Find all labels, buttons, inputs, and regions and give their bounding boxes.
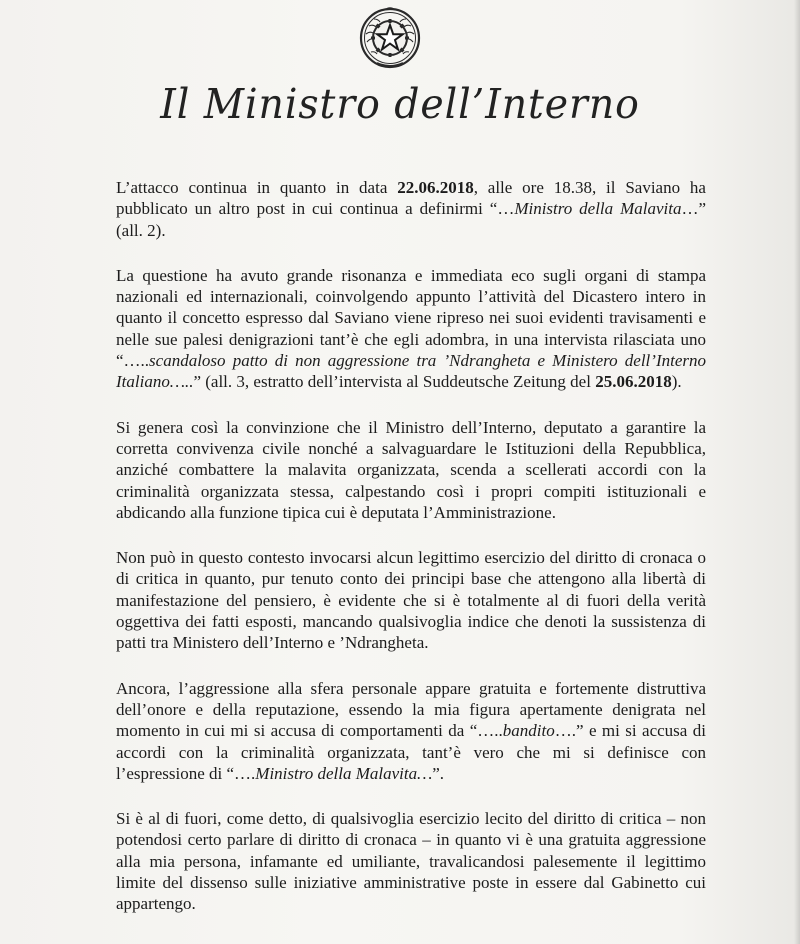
paragraph-p1	[116, 177, 706, 241]
paragraph-text-segment: bandito	[502, 721, 555, 741]
paragraph-text-segment: Non può in questo contesto invocarsi alcun legittimo esercizio del diritto di cronaca o di critica in quanto, pur tenuto conto dei principi base che attengono alla libertà di manifestazione del pensiero, è evidente che si è totalmente al di fuori della verità oggettiva dei fatti esposti, mancando qualsivoglia indice che denoti la sussistenza di patti tra Ministero dell’Interno e ’Ndrangheta.	[116, 548, 706, 653]
paragraph-text-segment: 25.06.2018	[595, 372, 672, 392]
paragraph-text-segment: Ministro della Malavita…	[255, 763, 433, 783]
paragraph-p3	[116, 417, 706, 523]
paragraph-p6	[116, 808, 706, 914]
paragraph-text-segment: Si è al di fuori, come detto, di qualsivoglia esercizio lecito del diritto di critica – non potendosi certo parlare di diritto di cronaca – in quanto vi è una gratuita aggressione alla mia persona, infamante ed umiliante, travalicandosi palesemente il legittimo limite del dissenso sulle iniziative amministrative poste in essere dal Gabinetto cui appartengo.	[116, 809, 706, 914]
paragraph-text-segment: La questione ha avuto grande risonanza e immediata eco sugli organi di stampa nazionali ed internazionali, coinvolgendo appunto l’attività del Dicastero intero in quanto il concetto espresso dal Saviano viene ripreso nei suoi evidenti travisamenti e nelle sue palesi denigrazioni tant’è che egli adombra, in una intervista rilasciata uno “…..	[116, 265, 706, 371]
paragraph-text-segment: ”.	[432, 763, 444, 783]
paragraph-p2	[116, 265, 706, 393]
paragraph-p5	[116, 678, 706, 784]
letterhead-title: Il Ministro dell’Interno	[160, 80, 640, 128]
document-body	[116, 177, 706, 915]
paragraph-text-segment: ” (all. 3, estratto dell’intervista al Suddeutsche Zeitung del	[193, 372, 596, 392]
page-edge-shadow	[794, 0, 800, 944]
paragraph-text-segment: L’attacco continua in quanto in data	[116, 178, 398, 197]
paragraph-text-segment: Si genera così la convinzione che il Ministro dell’Interno, deputato a garantire la corretta convivenza civile nonché a salvaguardare le Istituzioni della Repubblica, anziché combattere la malavita organizzata, scenda a scellerati accordi con la criminalità organizzata stessa, calpestando così i propri compiti istituzionali e abdicando alla funzione tipica cui è deputata l’Amministrazione.	[116, 417, 706, 522]
paragraph-text-segment: , alle ore 18.38, il Saviano ha pubblicato un altro post in cui continua a definirmi “…	[116, 178, 706, 219]
paragraph-text-segment: scandaloso patto di non aggressione tra ’Ndrangheta e Ministero dell’Interno Italiano…..	[116, 351, 706, 392]
paragraph-text-segment: ….” e mi si accusa di accordi con la criminalità organizzata, tant’è vero che mi si definisce con l’espressione di “….	[116, 721, 706, 783]
paragraph-text-segment: 22.06.2018	[397, 178, 474, 197]
paragraph-text-segment: Ministro della Malavita	[514, 199, 682, 219]
italian-republic-emblem-icon	[357, 4, 423, 70]
paragraph-p4	[116, 547, 706, 653]
paragraph-text-segment: ).	[671, 372, 682, 392]
paragraph-text-segment: …” (all. 2).	[116, 199, 706, 240]
paragraph-text-segment: Ancora, l’aggressione alla sfera personale appare gratuita e fortemente distruttiva dell’onore e della reputazione, essendo la mia figura apertamente denigrata nel momento in cui mi si accusa di comportamenti da “…..	[116, 678, 706, 741]
